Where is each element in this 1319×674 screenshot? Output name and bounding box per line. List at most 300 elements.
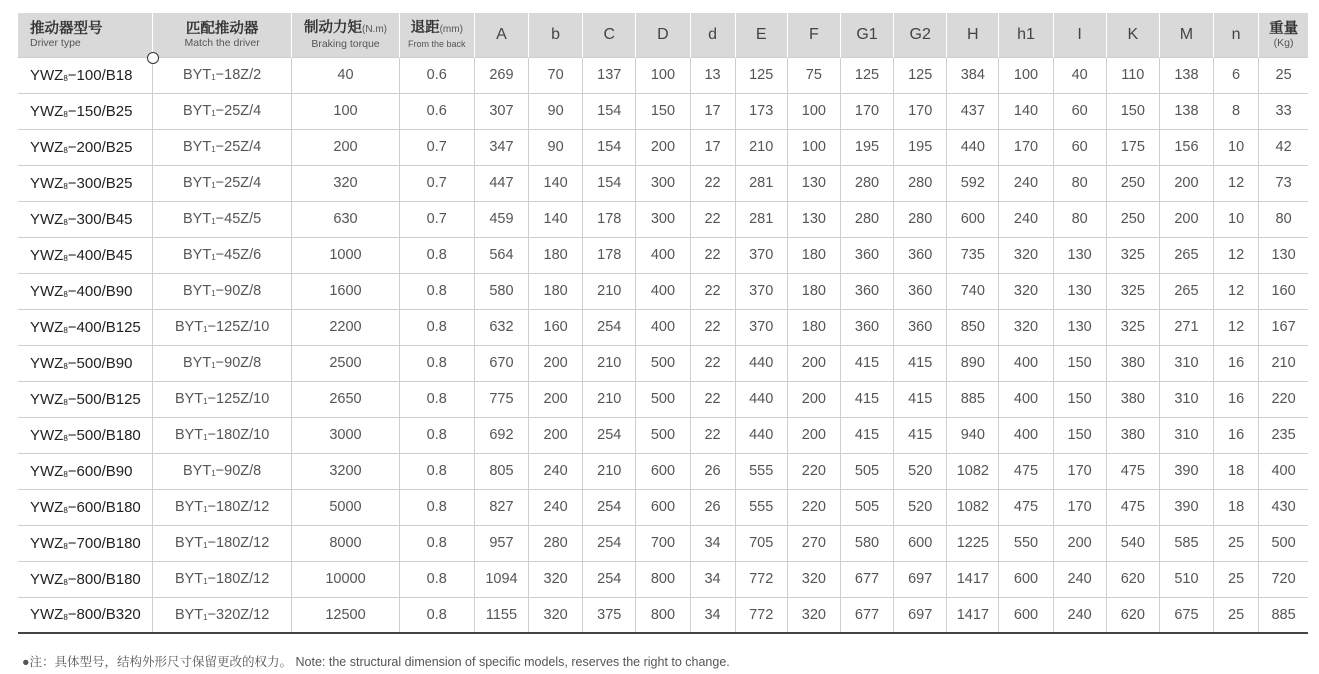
match-suffix: −180Z/12 <box>207 535 270 551</box>
col-header-en: Driver type <box>30 36 81 49</box>
cell-dim: 130 <box>787 165 840 201</box>
cell-dim: 269 <box>474 57 528 93</box>
col-header-cn-line <box>400 20 474 38</box>
model-suffix: −400/B125 <box>67 318 141 336</box>
cell-dim: 154 <box>583 93 636 129</box>
cell-dim: 360 <box>894 237 947 273</box>
cell-torque: 1000 <box>292 237 399 273</box>
cell-dim: 440 <box>735 345 787 381</box>
match-prefix: BYT <box>174 571 204 587</box>
cell-back-distance: 0.7 <box>399 201 474 237</box>
cell-dim: 307 <box>474 93 528 129</box>
model-suffix: −300/B45 <box>67 210 133 228</box>
cell-torque: 630 <box>292 201 399 237</box>
cell-dim: 380 <box>1106 417 1159 453</box>
col-header-match-driver <box>152 13 291 57</box>
cell-back-distance: 0.8 <box>399 273 474 309</box>
col-header-cn-line <box>292 20 398 38</box>
cell-dim: 271 <box>1159 309 1213 345</box>
match-suffix: −180Z/12 <box>207 571 270 587</box>
cell-dim: 475 <box>1106 453 1159 489</box>
cell-dim: 195 <box>840 129 893 165</box>
cell-dim: 12 <box>1214 273 1259 309</box>
match-prefix: BYT <box>174 499 204 515</box>
match-subscript: 1 <box>203 325 208 334</box>
cell-dim: 564 <box>474 237 528 273</box>
cell-dim: 130 <box>1053 309 1106 345</box>
model-prefix: YWZ <box>30 210 64 228</box>
cell-dim: 440 <box>947 129 999 165</box>
cell-dim: 80 <box>1053 165 1106 201</box>
match-subscript: 1 <box>211 181 216 190</box>
match-subscript: 1 <box>203 612 208 622</box>
cell-dim: 320 <box>529 597 583 633</box>
col-header-en: Braking torque <box>311 37 380 50</box>
model-prefix: YWZ <box>30 570 64 588</box>
match-prefix: BYT <box>174 391 204 407</box>
cell-dim: 390 <box>1159 453 1213 489</box>
table-row <box>18 309 1308 345</box>
cell-dim: 240 <box>1053 597 1106 633</box>
model-subscript: 8 <box>63 145 68 155</box>
match-prefix: BYT <box>174 535 204 551</box>
cell-dim: 22 <box>690 165 735 201</box>
cell-dim: 300 <box>636 165 690 201</box>
cell-dim: 254 <box>583 489 636 525</box>
cell-dim: 415 <box>840 417 893 453</box>
model-prefix: YWZ <box>30 318 64 336</box>
col-header-dim: D <box>636 13 690 57</box>
cell-dim: 600 <box>999 561 1053 597</box>
col-header-dim: H <box>947 13 999 57</box>
cell-dim: 380 <box>1106 381 1159 417</box>
cell-match-driver <box>152 309 291 345</box>
cell-dim: 1155 <box>474 597 528 633</box>
table-row <box>18 597 1308 633</box>
cell-dim: 138 <box>1159 57 1213 93</box>
cell-weight: 235 <box>1259 417 1308 453</box>
cell-dim: 400 <box>999 381 1053 417</box>
cell-match-driver <box>152 453 291 489</box>
cell-match-driver <box>152 417 291 453</box>
cell-dim: 240 <box>1053 561 1106 597</box>
cell-dim: 100 <box>787 93 840 129</box>
cell-dim: 137 <box>583 57 636 93</box>
cell-dim: 150 <box>636 93 690 129</box>
cell-dim: 600 <box>947 201 999 237</box>
cell-dim: 140 <box>999 93 1053 129</box>
cell-dim: 18 <box>1214 453 1259 489</box>
model-suffix: −400/B45 <box>67 246 133 264</box>
cell-dim: 400 <box>636 309 690 345</box>
match-prefix: BYT <box>183 103 212 119</box>
cell-dim: 300 <box>636 201 690 237</box>
cell-dim: 320 <box>999 309 1053 345</box>
cell-dim: 600 <box>999 597 1053 633</box>
model-suffix: −600/B180 <box>67 498 141 516</box>
cell-weight: 210 <box>1259 345 1308 381</box>
cell-dim: 360 <box>840 309 893 345</box>
match-subscript: 1 <box>203 577 208 586</box>
table-row <box>18 489 1308 525</box>
cell-dim: 154 <box>583 129 636 165</box>
cell-driver-type <box>18 309 152 345</box>
cell-driver-type <box>18 525 152 561</box>
cell-torque: 2650 <box>292 381 399 417</box>
cell-dim: 200 <box>787 381 840 417</box>
cell-dim: 592 <box>947 165 999 201</box>
cell-weight: 42 <box>1259 129 1308 165</box>
cell-weight: 167 <box>1259 309 1308 345</box>
cell-driver-type <box>18 345 152 381</box>
match-suffix: −320Z/12 <box>207 606 270 623</box>
cell-dim: 320 <box>787 561 840 597</box>
cell-dim: 475 <box>1106 489 1159 525</box>
cell-dim: 26 <box>690 489 735 525</box>
cell-dim: 697 <box>894 561 947 597</box>
cell-match-driver <box>152 525 291 561</box>
cell-dim: 325 <box>1106 309 1159 345</box>
cell-dim: 805 <box>474 453 528 489</box>
match-suffix: −45Z/6 <box>215 247 262 263</box>
cell-dim: 500 <box>636 345 690 381</box>
model-subscript: 8 <box>63 109 68 119</box>
cell-dim: 150 <box>1053 417 1106 453</box>
col-header-dim: K <box>1106 13 1159 57</box>
col-header-braking-torque <box>292 13 399 57</box>
cell-torque: 2500 <box>292 345 399 381</box>
cell-dim: 180 <box>529 273 583 309</box>
cell-back-distance: 0.6 <box>399 93 474 129</box>
footnote: ●注：具体型号，结构外形尺寸保留更改的权力。 Note: the structural dimension of specific models, reserves the right to change. <box>22 655 730 669</box>
cell-back-distance: 0.7 <box>399 129 474 165</box>
cell-dim: 475 <box>999 453 1053 489</box>
cell-dim: 200 <box>787 417 840 453</box>
table-row <box>18 417 1308 453</box>
cell-dim: 265 <box>1159 273 1213 309</box>
cell-back-distance: 0.8 <box>399 417 474 453</box>
match-subscript: 1 <box>211 469 216 478</box>
cell-dim: 600 <box>636 453 690 489</box>
cell-dim: 130 <box>1053 237 1106 273</box>
match-subscript: 1 <box>203 433 208 442</box>
table-row <box>18 561 1308 597</box>
cell-dim: 500 <box>636 381 690 417</box>
cell-dim: 772 <box>735 597 787 633</box>
cell-back-distance: 0.8 <box>399 309 474 345</box>
cell-dim: 400 <box>636 237 690 273</box>
cell-dim: 34 <box>690 597 735 633</box>
cell-dim: 12 <box>1214 165 1259 201</box>
cell-dim: 180 <box>529 237 583 273</box>
model-subscript: 8 <box>63 397 68 407</box>
model-prefix: YWZ <box>30 498 64 516</box>
model-subscript: 8 <box>63 361 68 371</box>
match-suffix: −180Z/12 <box>207 499 270 515</box>
model-suffix: −400/B90 <box>67 282 133 300</box>
cell-dim: 200 <box>1159 165 1213 201</box>
cell-dim: 325 <box>1106 237 1159 273</box>
table-row <box>18 129 1308 165</box>
cell-dim: 125 <box>894 57 947 93</box>
cell-dim: 200 <box>529 381 583 417</box>
cell-dim: 415 <box>894 345 947 381</box>
match-prefix: BYT <box>183 247 212 263</box>
cell-dim: 100 <box>999 57 1053 93</box>
cell-dim: 156 <box>1159 129 1213 165</box>
cell-dim: 26 <box>690 453 735 489</box>
cell-torque: 3200 <box>292 453 399 489</box>
col-header-dim: G1 <box>840 13 893 57</box>
cell-dim: 22 <box>690 309 735 345</box>
cell-dim: 600 <box>894 525 947 561</box>
model-prefix: YWZ <box>30 462 64 480</box>
cell-torque: 1600 <box>292 273 399 309</box>
cell-dim: 370 <box>735 273 787 309</box>
cell-dim: 150 <box>1106 93 1159 129</box>
model-subscript: 8 <box>63 289 68 299</box>
cell-dim: 620 <box>1106 597 1159 633</box>
cell-weight: 33 <box>1259 93 1308 129</box>
cell-dim: 22 <box>690 237 735 273</box>
cell-dim: 195 <box>894 129 947 165</box>
table-header <box>18 13 1308 57</box>
cell-dim: 440 <box>735 417 787 453</box>
model-suffix: −800/B180 <box>67 570 141 588</box>
cell-dim: 281 <box>735 201 787 237</box>
cell-dim: 170 <box>1053 489 1106 525</box>
cell-dim: 1225 <box>947 525 999 561</box>
cell-dim: 320 <box>999 237 1053 273</box>
cell-match-driver <box>152 273 291 309</box>
cell-dim: 675 <box>1159 597 1213 633</box>
cell-match-driver <box>152 129 291 165</box>
cell-dim: 620 <box>1106 561 1159 597</box>
cell-back-distance: 0.8 <box>399 453 474 489</box>
model-prefix: YWZ <box>30 246 64 264</box>
cell-dim: 25 <box>1214 597 1259 633</box>
cell-weight: 720 <box>1259 561 1308 597</box>
cell-dim: 697 <box>894 597 947 633</box>
cell-dim: 415 <box>840 345 893 381</box>
model-subscript: 8 <box>63 541 68 551</box>
cell-dim: 400 <box>999 417 1053 453</box>
col-header-dim: G2 <box>894 13 947 57</box>
cell-driver-type <box>18 93 152 129</box>
cell-dim: 178 <box>583 237 636 273</box>
cell-dim: 200 <box>787 345 840 381</box>
match-prefix: BYT <box>183 67 212 83</box>
match-prefix: BYT <box>174 319 204 335</box>
match-suffix: −25Z/4 <box>215 103 262 119</box>
cell-dim: 200 <box>529 345 583 381</box>
cell-weight: 500 <box>1259 525 1308 561</box>
cell-driver-type <box>18 561 152 597</box>
cell-dim: 25 <box>1214 561 1259 597</box>
cell-dim: 510 <box>1159 561 1213 597</box>
model-subscript: 8 <box>63 613 68 623</box>
cell-dim: 210 <box>583 453 636 489</box>
cell-dim: 90 <box>529 129 583 165</box>
col-header-weight <box>1259 13 1308 57</box>
cell-dim: 12 <box>1214 237 1259 273</box>
cell-dim: 555 <box>735 453 787 489</box>
cell-dim: 555 <box>735 489 787 525</box>
cell-driver-type <box>18 237 152 273</box>
cell-dim: 1417 <box>947 561 999 597</box>
cell-dim: 178 <box>583 201 636 237</box>
table-row <box>18 201 1308 237</box>
cell-dim: 370 <box>735 237 787 273</box>
cell-dim: 280 <box>840 165 893 201</box>
cell-dim: 1094 <box>474 561 528 597</box>
cell-torque: 5000 <box>292 489 399 525</box>
match-subscript: 1 <box>211 109 216 118</box>
cell-torque: 10000 <box>292 561 399 597</box>
cell-dim: 34 <box>690 525 735 561</box>
circle-marker-icon <box>147 52 159 64</box>
cell-dim: 360 <box>840 273 893 309</box>
cell-weight: 885 <box>1259 597 1308 633</box>
cell-weight: 220 <box>1259 381 1308 417</box>
cell-dim: 459 <box>474 201 528 237</box>
cell-dim: 22 <box>690 273 735 309</box>
cell-dim: 281 <box>735 165 787 201</box>
cell-dim: 170 <box>1053 453 1106 489</box>
cell-dim: 170 <box>840 93 893 129</box>
cell-dim: 220 <box>787 489 840 525</box>
cell-dim: 885 <box>947 381 999 417</box>
match-suffix: −125Z/10 <box>207 319 270 335</box>
col-header-dim: b <box>529 13 583 57</box>
cell-dim: 250 <box>1106 165 1159 201</box>
cell-dim: 670 <box>474 345 528 381</box>
table-row <box>18 57 1308 93</box>
cell-dim: 632 <box>474 309 528 345</box>
cell-dim: 500 <box>636 417 690 453</box>
col-header-dim: M <box>1159 13 1213 57</box>
cell-dim: 280 <box>529 525 583 561</box>
spec-table <box>18 13 1308 634</box>
cell-dim: 550 <box>999 525 1053 561</box>
cell-dim: 18 <box>1214 489 1259 525</box>
cell-driver-type <box>18 273 152 309</box>
cell-dim: 170 <box>999 129 1053 165</box>
match-subscript: 1 <box>211 73 216 82</box>
col-header-dim: n <box>1214 13 1259 57</box>
cell-dim: 320 <box>999 273 1053 309</box>
cell-dim: 440 <box>735 381 787 417</box>
match-prefix: BYT <box>174 427 204 443</box>
cell-driver-type <box>18 201 152 237</box>
cell-dim: 170 <box>894 93 947 129</box>
cell-dim: 210 <box>583 381 636 417</box>
cell-driver-type <box>18 165 152 201</box>
cell-dim: 800 <box>636 561 690 597</box>
cell-dim: 100 <box>636 57 690 93</box>
cell-dim: 325 <box>1106 273 1159 309</box>
cell-dim: 520 <box>894 453 947 489</box>
cell-dim: 240 <box>999 201 1053 237</box>
cell-dim: 677 <box>840 597 893 633</box>
cell-torque: 200 <box>292 129 399 165</box>
model-subscript: 8 <box>63 253 68 263</box>
cell-dim: 772 <box>735 561 787 597</box>
match-subscript: 1 <box>211 361 216 370</box>
cell-dim: 890 <box>947 345 999 381</box>
cell-dim: 130 <box>1053 273 1106 309</box>
match-subscript: 1 <box>203 541 208 550</box>
col-header-en: From the back <box>408 38 466 49</box>
col-header-dim: d <box>690 13 735 57</box>
cell-dim: 16 <box>1214 345 1259 381</box>
cell-back-distance: 0.8 <box>399 345 474 381</box>
cell-driver-type <box>18 453 152 489</box>
cell-dim: 375 <box>583 597 636 633</box>
cell-dim: 210 <box>735 129 787 165</box>
cell-dim: 34 <box>690 561 735 597</box>
match-prefix: BYT <box>183 283 212 299</box>
cell-back-distance: 0.8 <box>399 597 474 633</box>
match-subscript: 1 <box>211 253 216 262</box>
cell-dim: 740 <box>947 273 999 309</box>
cell-dim: 16 <box>1214 381 1259 417</box>
table-row <box>18 93 1308 129</box>
cell-dim: 138 <box>1159 93 1213 129</box>
cell-dim: 265 <box>1159 237 1213 273</box>
model-suffix: −700/B180 <box>67 534 141 552</box>
cell-torque: 2200 <box>292 309 399 345</box>
cell-back-distance: 0.8 <box>399 525 474 561</box>
table-row <box>18 381 1308 417</box>
cell-dim: 13 <box>690 57 735 93</box>
match-suffix: −90Z/8 <box>215 355 262 371</box>
cell-dim: 254 <box>583 309 636 345</box>
col-header-cn: 推动器型号 <box>30 20 103 37</box>
cell-back-distance: 0.6 <box>399 57 474 93</box>
cell-dim: 25 <box>1214 525 1259 561</box>
cell-match-driver <box>152 597 291 633</box>
cell-back-distance: 0.8 <box>399 381 474 417</box>
col-header-dim: A <box>474 13 528 57</box>
match-suffix: −25Z/4 <box>215 139 262 155</box>
table-row <box>18 453 1308 489</box>
cell-dim: 360 <box>840 237 893 273</box>
cell-dim: 240 <box>529 453 583 489</box>
cell-weight: 400 <box>1259 453 1308 489</box>
cell-dim: 125 <box>840 57 893 93</box>
cell-dim: 200 <box>529 417 583 453</box>
col-header-back-distance <box>399 13 474 57</box>
cell-dim: 540 <box>1106 525 1159 561</box>
cell-weight: 430 <box>1259 489 1308 525</box>
cell-dim: 415 <box>894 381 947 417</box>
cell-dim: 370 <box>735 309 787 345</box>
cell-dim: 310 <box>1159 417 1213 453</box>
cell-dim: 22 <box>690 345 735 381</box>
cell-dim: 850 <box>947 309 999 345</box>
cell-dim: 160 <box>529 309 583 345</box>
cell-weight: 73 <box>1259 165 1308 201</box>
cell-torque: 320 <box>292 165 399 201</box>
cell-dim: 60 <box>1053 93 1106 129</box>
cell-dim: 16 <box>1214 417 1259 453</box>
cell-dim: 6 <box>1214 57 1259 93</box>
model-prefix: YWZ <box>30 390 64 408</box>
cell-dim: 580 <box>474 273 528 309</box>
cell-dim: 200 <box>636 129 690 165</box>
model-prefix: YWZ <box>30 138 64 156</box>
